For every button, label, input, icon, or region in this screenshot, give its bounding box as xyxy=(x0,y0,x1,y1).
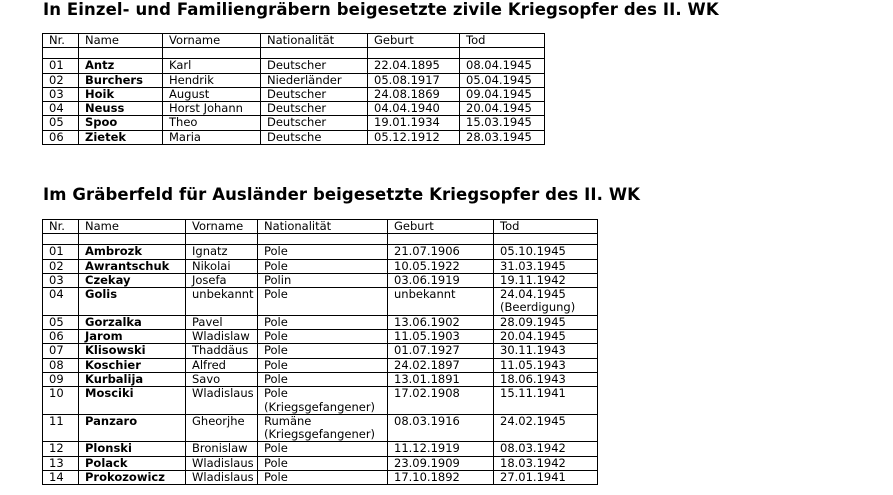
cell-name: Prokozowicz xyxy=(79,471,186,485)
cell-vorname: Bronislaw xyxy=(186,442,258,456)
cell-geburt: 11.05.1903 xyxy=(388,330,494,344)
cell-nr: 06 xyxy=(43,330,79,344)
cell-nr: 08 xyxy=(43,358,79,372)
cell-vorname: Gheorjhe xyxy=(186,414,258,442)
spacer-cell xyxy=(261,48,368,59)
cell-nr: 14 xyxy=(43,471,79,485)
cell-nationalitaet: Polin xyxy=(258,273,388,287)
cell-name: Polack xyxy=(79,456,186,470)
cell-tod: 28.03.1945 xyxy=(460,130,545,144)
cell-nationalitaet: Deutscher xyxy=(261,87,368,101)
cell-nationalitaet: Pole xyxy=(258,358,388,372)
cell-nr: 05 xyxy=(43,116,79,130)
cell-name: Golis xyxy=(79,288,186,316)
cell-geburt: 17.02.1908 xyxy=(388,387,494,415)
table-row xyxy=(43,372,598,386)
table-row xyxy=(43,414,598,442)
cell-vorname: Nikolai xyxy=(186,259,258,273)
cell-name: Plonski xyxy=(79,442,186,456)
cell-tod: 19.11.1942 xyxy=(494,273,598,287)
cell-vorname: Theo xyxy=(163,116,261,130)
column-header-vorname: Vorname xyxy=(163,34,261,48)
cell-nr: 12 xyxy=(43,442,79,456)
table-row xyxy=(43,456,598,470)
cell-name: Kurbalija xyxy=(79,372,186,386)
cell-geburt: 05.08.1917 xyxy=(368,73,460,87)
cell-name: Jarom xyxy=(79,330,186,344)
cell-geburt: 04.04.1940 xyxy=(368,102,460,116)
cell-vorname: Pavel xyxy=(186,315,258,329)
cell-name: Neuss xyxy=(79,102,163,116)
cell-geburt: 21.07.1906 xyxy=(388,245,494,259)
cell-nr: 13 xyxy=(43,456,79,470)
cell-nr: 03 xyxy=(43,273,79,287)
spacer-cell xyxy=(494,234,598,245)
cell-nationalitaet: Pole xyxy=(258,344,388,358)
cell-tod: 15.03.1945 xyxy=(460,116,545,130)
cell-tod: 18.03.1942 xyxy=(494,456,598,470)
cell-tod: 20.04.1945 xyxy=(494,330,598,344)
cell-geburt: 22.04.1895 xyxy=(368,59,460,73)
cell-nationalitaet: Deutscher xyxy=(261,116,368,130)
cell-nr: 04 xyxy=(43,288,79,316)
column-header-geburt: Geburt xyxy=(388,220,494,234)
cell-name: Awrantschuk xyxy=(79,259,186,273)
column-header-nationalitaet: Nationalität xyxy=(261,34,368,48)
cell-nationalitaet: Rumäne (Kriegsgefangener) xyxy=(258,414,388,442)
table-row xyxy=(43,387,598,415)
table-row xyxy=(43,288,598,316)
civilian-victims-table xyxy=(42,33,545,145)
cell-tod: 27.01.1941 xyxy=(494,471,598,485)
cell-geburt: 10.05.1922 xyxy=(388,259,494,273)
cell-geburt: 24.02.1897 xyxy=(388,358,494,372)
table-row xyxy=(43,59,545,73)
table-row xyxy=(43,259,598,273)
cell-tod: 15.11.1941 xyxy=(494,387,598,415)
table-row xyxy=(43,442,598,456)
cell-nationalitaet: Pole xyxy=(258,372,388,386)
table-row xyxy=(43,330,598,344)
cell-tod: 08.04.1945 xyxy=(460,59,545,73)
foreign-victims-table xyxy=(42,219,598,485)
cell-tod: 24.02.1945 xyxy=(494,414,598,442)
spacer-cell xyxy=(186,234,258,245)
cell-nr: 01 xyxy=(43,59,79,73)
table-row xyxy=(43,471,598,485)
table-row xyxy=(43,315,598,329)
cell-geburt: 24.08.1869 xyxy=(368,87,460,101)
column-header-tod: Tod xyxy=(460,34,545,48)
cell-vorname: Wladislaus xyxy=(186,471,258,485)
column-header-geburt: Geburt xyxy=(368,34,460,48)
cell-vorname: Horst Johann xyxy=(163,102,261,116)
cell-name: Zietek xyxy=(79,130,163,144)
cell-name: Klisowski xyxy=(79,344,186,358)
cell-name: Koschier xyxy=(79,358,186,372)
table-body xyxy=(43,234,598,485)
cell-nr: 07 xyxy=(43,344,79,358)
cell-vorname: Hendrik xyxy=(163,73,261,87)
cell-nr: 03 xyxy=(43,87,79,101)
cell-geburt: 08.03.1916 xyxy=(388,414,494,442)
column-header-nr: Nr. xyxy=(43,34,79,48)
cell-nationalitaet: Deutsche xyxy=(261,130,368,144)
column-header-nr: Nr. xyxy=(43,220,79,234)
spacer-cell xyxy=(79,234,186,245)
table-body xyxy=(43,48,545,145)
spacer-cell xyxy=(460,48,545,59)
cell-tod: 05.04.1945 xyxy=(460,73,545,87)
cell-tod: 09.04.1945 xyxy=(460,87,545,101)
column-header-vorname: Vorname xyxy=(186,220,258,234)
spacer-cell xyxy=(163,48,261,59)
cell-nr: 06 xyxy=(43,130,79,144)
spacer-cell xyxy=(368,48,460,59)
cell-tod: 11.05.1943 xyxy=(494,358,598,372)
column-header-nationalitaet: Nationalität xyxy=(258,220,388,234)
cell-tod: 18.06.1943 xyxy=(494,372,598,386)
cell-tod: 08.03.1942 xyxy=(494,442,598,456)
cell-vorname: Savo xyxy=(186,372,258,386)
cell-geburt: unbekannt xyxy=(388,288,494,316)
cell-name: Spoo xyxy=(79,116,163,130)
cell-name: Gorzalka xyxy=(79,315,186,329)
cell-geburt: 01.07.1927 xyxy=(388,344,494,358)
column-header-name: Name xyxy=(79,220,186,234)
cell-name: Mosciki xyxy=(79,387,186,415)
cell-nationalitaet: Pole xyxy=(258,288,388,316)
cell-nr: 10 xyxy=(43,387,79,415)
spacer-cell xyxy=(79,48,163,59)
cell-nr: 09 xyxy=(43,372,79,386)
table1-title: In Einzel- und Familiengräbern beigesetzte zivile Kriegsopfer des II. WK xyxy=(43,0,719,19)
cell-nr: 04 xyxy=(43,102,79,116)
cell-tod: 20.04.1945 xyxy=(460,102,545,116)
table-row xyxy=(43,102,545,116)
cell-nationalitaet: Pole xyxy=(258,315,388,329)
cell-nr: 01 xyxy=(43,245,79,259)
cell-nationalitaet: Pole xyxy=(258,330,388,344)
table-row xyxy=(43,273,598,287)
cell-vorname: Alfred xyxy=(186,358,258,372)
cell-geburt: 13.01.1891 xyxy=(388,372,494,386)
column-header-name: Name xyxy=(79,34,163,48)
cell-vorname: Wladislaw xyxy=(186,330,258,344)
cell-nationalitaet: Niederländer xyxy=(261,73,368,87)
table-row xyxy=(43,87,545,101)
cell-geburt: 17.10.1892 xyxy=(388,471,494,485)
table-row xyxy=(43,73,545,87)
cell-tod: 05.10.1945 xyxy=(494,245,598,259)
cell-name: Antz xyxy=(79,59,163,73)
cell-geburt: 19.01.1934 xyxy=(368,116,460,130)
table-header-row xyxy=(43,220,598,234)
spacer-cell xyxy=(388,234,494,245)
cell-nr: 05 xyxy=(43,315,79,329)
cell-name: Ambrozk xyxy=(79,245,186,259)
cell-vorname: Josefa xyxy=(186,273,258,287)
cell-geburt: 05.12.1912 xyxy=(368,130,460,144)
cell-nr: 02 xyxy=(43,73,79,87)
table-header-row xyxy=(43,34,545,48)
cell-vorname: unbekannt xyxy=(186,288,258,316)
table2-title: Im Gräberfeld für Ausländer beigesetzte Kriegsopfer des II. WK xyxy=(43,185,641,204)
column-header-tod: Tod xyxy=(494,220,598,234)
cell-tod: 30.11.1943 xyxy=(494,344,598,358)
spacer-cell xyxy=(43,234,79,245)
cell-geburt: 11.12.1919 xyxy=(388,442,494,456)
spacer-row xyxy=(43,48,545,59)
cell-nationalitaet: Pole xyxy=(258,442,388,456)
cell-name: Czekay xyxy=(79,273,186,287)
cell-nationalitaet: Pole xyxy=(258,471,388,485)
spacer-cell xyxy=(43,48,79,59)
cell-vorname: Ignatz xyxy=(186,245,258,259)
cell-nr: 11 xyxy=(43,414,79,442)
cell-tod: 31.03.1945 xyxy=(494,259,598,273)
cell-name: Burchers xyxy=(79,73,163,87)
cell-vorname: Wladislaus xyxy=(186,456,258,470)
table-row xyxy=(43,344,598,358)
cell-geburt: 13.06.1902 xyxy=(388,315,494,329)
cell-geburt: 23.09.1909 xyxy=(388,456,494,470)
cell-vorname: August xyxy=(163,87,261,101)
cell-nationalitaet: Deutscher xyxy=(261,59,368,73)
cell-name: Panzaro xyxy=(79,414,186,442)
cell-tod: 28.09.1945 xyxy=(494,315,598,329)
cell-name: Hoik xyxy=(79,87,163,101)
cell-nationalitaet: Pole xyxy=(258,456,388,470)
table-row xyxy=(43,245,598,259)
spacer-row xyxy=(43,234,598,245)
table-row xyxy=(43,358,598,372)
cell-geburt: 03.06.1919 xyxy=(388,273,494,287)
cell-nationalitaet: Pole (Kriegsgefangener) xyxy=(258,387,388,415)
table-row xyxy=(43,130,545,144)
spacer-cell xyxy=(258,234,388,245)
cell-nationalitaet: Pole xyxy=(258,245,388,259)
cell-nr: 02 xyxy=(43,259,79,273)
cell-vorname: Maria xyxy=(163,130,261,144)
cell-nationalitaet: Deutscher xyxy=(261,102,368,116)
table-row xyxy=(43,116,545,130)
cell-vorname: Karl xyxy=(163,59,261,73)
cell-nationalitaet: Pole xyxy=(258,259,388,273)
cell-tod: 24.04.1945 (Beerdigung) xyxy=(494,288,598,316)
cell-vorname: Thaddäus xyxy=(186,344,258,358)
cell-vorname: Wladislaus xyxy=(186,387,258,415)
